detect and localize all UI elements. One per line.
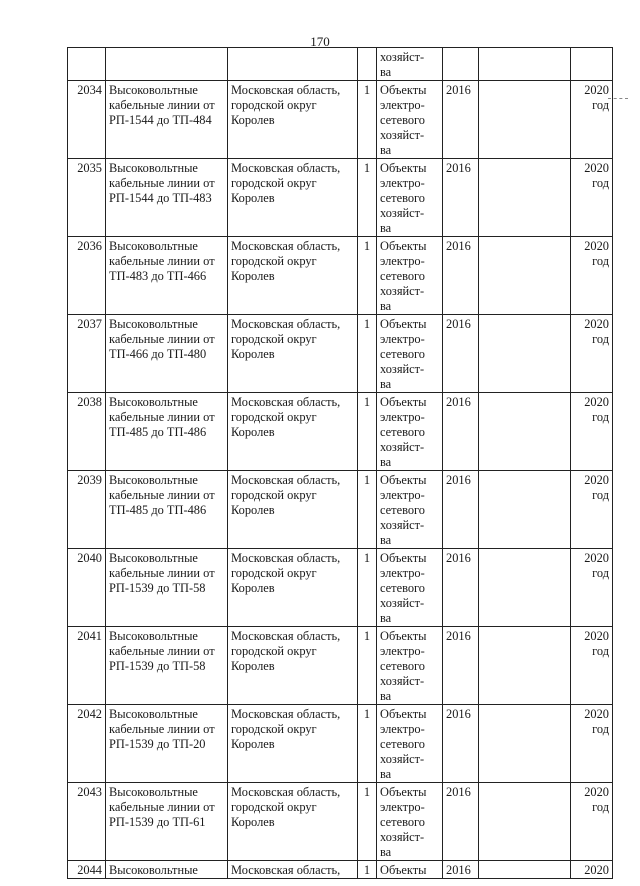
- due-cell: [571, 783, 613, 861]
- start-year: 2016: [443, 861, 479, 879]
- type-line: хозяйст-: [380, 596, 425, 610]
- type-line: ва: [380, 455, 392, 469]
- type-line: ва: [380, 767, 392, 781]
- start-year: 2016: [443, 393, 479, 471]
- object-location: Московская область, городской округ Королев: [228, 627, 358, 705]
- object-count: 1: [358, 393, 377, 471]
- type-line: электро-: [380, 644, 425, 658]
- type-line: электро-: [380, 488, 425, 502]
- due-unit: год: [592, 722, 609, 736]
- row-number: 2034: [68, 81, 106, 159]
- due-year: 2020: [584, 83, 609, 97]
- type-line: ва: [380, 845, 392, 859]
- due-cell: [571, 393, 613, 471]
- object-location: Московская область, городской округ Королев: [228, 237, 358, 315]
- cont-due-cell: [571, 48, 613, 81]
- object-location: Московская область, городской округ Королев: [228, 159, 358, 237]
- cont-count-cell: [358, 48, 377, 81]
- row-number: 2039: [68, 471, 106, 549]
- cont-type-cell: [377, 48, 443, 81]
- table-row: [68, 393, 613, 471]
- row-number: 2040: [68, 549, 106, 627]
- continuation-row: [68, 48, 613, 81]
- due-year: 2020: [584, 239, 609, 253]
- start-year: 2016: [443, 627, 479, 705]
- type-line: сетевого: [380, 113, 425, 127]
- empty-cell: [479, 315, 571, 393]
- type-line: электро-: [380, 176, 425, 190]
- due-year: 2020: [584, 317, 609, 331]
- type-line: сетевого: [380, 737, 425, 751]
- due-unit: год: [592, 488, 609, 502]
- object-count: 1: [358, 159, 377, 237]
- type-line: сетевого: [380, 191, 425, 205]
- type-line: сетевого: [380, 347, 425, 361]
- due-unit: год: [592, 644, 609, 658]
- object-count: 1: [358, 705, 377, 783]
- type-line: электро-: [380, 98, 425, 112]
- object-count: 1: [358, 549, 377, 627]
- object-location: Московская область, городской округ Королев: [228, 549, 358, 627]
- object-type: [377, 159, 443, 237]
- start-year: 2016: [443, 237, 479, 315]
- type-line: Объекты: [380, 473, 427, 487]
- type-line: Объекты: [380, 629, 427, 643]
- object-name: Высоковольтные кабельные линии от ТП-485 до ТП-486: [106, 471, 228, 549]
- object-location: Московская область, городской округ Королев: [228, 315, 358, 393]
- type-line: электро-: [380, 254, 425, 268]
- empty-cell: [479, 237, 571, 315]
- object-type: [377, 783, 443, 861]
- table-row: [68, 81, 613, 159]
- object-name: Высоковольтные: [106, 861, 228, 879]
- object-location: Московская область,: [228, 861, 358, 879]
- due-cell: [571, 549, 613, 627]
- cont-name-cell: [106, 48, 228, 81]
- table-row: [68, 627, 613, 705]
- row-number: 2038: [68, 393, 106, 471]
- type-line: электро-: [380, 800, 425, 814]
- object-location: Московская область, городской округ Королев: [228, 471, 358, 549]
- type-line: Объекты: [380, 551, 427, 565]
- object-type: [377, 237, 443, 315]
- due-year: 2020: [584, 395, 609, 409]
- table-row: [68, 471, 613, 549]
- start-year: 2016: [443, 783, 479, 861]
- due-unit: год: [592, 176, 609, 190]
- empty-cell: [479, 705, 571, 783]
- row-number: 2043: [68, 783, 106, 861]
- table-row: [68, 237, 613, 315]
- object-type: [377, 81, 443, 159]
- type-line: электро-: [380, 410, 425, 424]
- row-number: 2042: [68, 705, 106, 783]
- type-line: сетевого: [380, 659, 425, 673]
- empty-cell: [479, 783, 571, 861]
- due-unit: год: [592, 800, 609, 814]
- type-line: хозяйст-: [380, 440, 425, 454]
- due-year: 2020: [584, 551, 609, 565]
- page-number: 170: [310, 34, 330, 49]
- empty-cell: [479, 861, 571, 879]
- registry-table: [67, 47, 613, 879]
- object-type: Объекты: [377, 861, 443, 879]
- type-line: хозяйст-: [380, 128, 425, 142]
- type-line: Объекты: [380, 785, 427, 799]
- cont-year-cell: [443, 48, 479, 81]
- table-row-partial: [68, 861, 613, 879]
- due-unit: год: [592, 254, 609, 268]
- object-location: Московская область, городской округ Королев: [228, 393, 358, 471]
- table-row: [68, 159, 613, 237]
- start-year: 2016: [443, 471, 479, 549]
- type-line: Объекты: [380, 83, 427, 97]
- due-unit: год: [592, 332, 609, 346]
- object-type: [377, 315, 443, 393]
- type-line: хозяйст-: [380, 674, 425, 688]
- table-row: [68, 705, 613, 783]
- object-count: 1: [358, 237, 377, 315]
- cont-empty-cell: [479, 48, 571, 81]
- empty-cell: [479, 627, 571, 705]
- start-year: 2016: [443, 159, 479, 237]
- type-line: ва: [380, 221, 392, 235]
- type-line: ва: [380, 65, 392, 79]
- cont-location-cell: [228, 48, 358, 81]
- empty-cell: [479, 549, 571, 627]
- row-number: 2044: [68, 861, 106, 879]
- type-line: Объекты: [380, 395, 427, 409]
- empty-cell: [479, 81, 571, 159]
- due-year: 2020: [571, 861, 613, 879]
- due-cell: [571, 159, 613, 237]
- type-line: сетевого: [380, 425, 425, 439]
- start-year: 2016: [443, 81, 479, 159]
- object-type: [377, 627, 443, 705]
- type-line: хозяйст-: [380, 284, 425, 298]
- object-name: Высоковольтные кабельные линии от ТП-466 до ТП-480: [106, 315, 228, 393]
- due-cell: [571, 237, 613, 315]
- row-number: 2036: [68, 237, 106, 315]
- empty-cell: [479, 471, 571, 549]
- object-name: Высоковольтные кабельные линии от РП-1539 до ТП-20: [106, 705, 228, 783]
- object-count: 1: [358, 627, 377, 705]
- due-cell: [571, 81, 613, 159]
- object-location: Московская область, городской округ Королев: [228, 81, 358, 159]
- type-line: сетевого: [380, 581, 425, 595]
- object-type: [377, 471, 443, 549]
- due-unit: год: [592, 98, 609, 112]
- due-year: 2020: [584, 785, 609, 799]
- type-line: электро-: [380, 722, 425, 736]
- object-type: [377, 393, 443, 471]
- type-line: сетевого: [380, 815, 425, 829]
- due-cell: [571, 627, 613, 705]
- object-count: 1: [358, 471, 377, 549]
- start-year: 2016: [443, 549, 479, 627]
- object-name: Высоковольтные кабельные линии от РП-1544 до ТП-484: [106, 81, 228, 159]
- object-count: 1: [358, 861, 377, 879]
- type-line: Объекты: [380, 317, 427, 331]
- due-cell: [571, 705, 613, 783]
- type-line: Объекты: [380, 161, 427, 175]
- type-line: хозяйст-: [380, 830, 425, 844]
- object-name: Высоковольтные кабельные линии от РП-1539 до ТП-58: [106, 549, 228, 627]
- type-line: хозяйст-: [380, 752, 425, 766]
- type-line: сетевого: [380, 269, 425, 283]
- start-year: 2016: [443, 315, 479, 393]
- type-line: ва: [380, 611, 392, 625]
- object-name: Высоковольтные кабельные линии от ТП-483 до ТП-466: [106, 237, 228, 315]
- row-number: 2035: [68, 159, 106, 237]
- object-name: Высоковольтные кабельные линии от ТП-485 до ТП-486: [106, 393, 228, 471]
- object-count: 1: [358, 315, 377, 393]
- object-location: Московская область, городской округ Королев: [228, 783, 358, 861]
- due-year: 2020: [584, 161, 609, 175]
- type-line: хозяйст-: [380, 206, 425, 220]
- type-line: ва: [380, 689, 392, 703]
- cont-num-cell: [68, 48, 106, 81]
- due-year: 2020: [584, 707, 609, 721]
- row-number: 2037: [68, 315, 106, 393]
- object-name: Высоковольтные кабельные линии от РП-1539 до ТП-58: [106, 627, 228, 705]
- due-year: 2020: [584, 629, 609, 643]
- type-line: хозяйст-: [380, 50, 425, 64]
- type-line: Объекты: [380, 707, 427, 721]
- object-name: Высоковольтные кабельные линии от РП-1539 до ТП-61: [106, 783, 228, 861]
- type-line: хозяйст-: [380, 518, 425, 532]
- due-year: 2020: [584, 473, 609, 487]
- empty-cell: [479, 159, 571, 237]
- empty-cell: [479, 393, 571, 471]
- object-location: Московская область, городской округ Королев: [228, 705, 358, 783]
- object-count: 1: [358, 783, 377, 861]
- object-name: Высоковольтные кабельные линии от РП-1544 до ТП-483: [106, 159, 228, 237]
- type-line: хозяйст-: [380, 362, 425, 376]
- type-line: ва: [380, 533, 392, 547]
- object-count: 1: [358, 81, 377, 159]
- type-line: сетевого: [380, 503, 425, 517]
- type-line: электро-: [380, 332, 425, 346]
- due-unit: год: [592, 410, 609, 424]
- type-line: электро-: [380, 566, 425, 580]
- row-number: 2041: [68, 627, 106, 705]
- type-line: ва: [380, 299, 392, 313]
- due-unit: год: [592, 566, 609, 580]
- object-type: [377, 705, 443, 783]
- start-year: 2016: [443, 705, 479, 783]
- object-type: [377, 549, 443, 627]
- due-cell: [571, 471, 613, 549]
- type-line: ва: [380, 143, 392, 157]
- table-row: [68, 783, 613, 861]
- type-line: Объекты: [380, 239, 427, 253]
- table-row: [68, 315, 613, 393]
- due-cell: [571, 315, 613, 393]
- table-row: [68, 549, 613, 627]
- type-line: ва: [380, 377, 392, 391]
